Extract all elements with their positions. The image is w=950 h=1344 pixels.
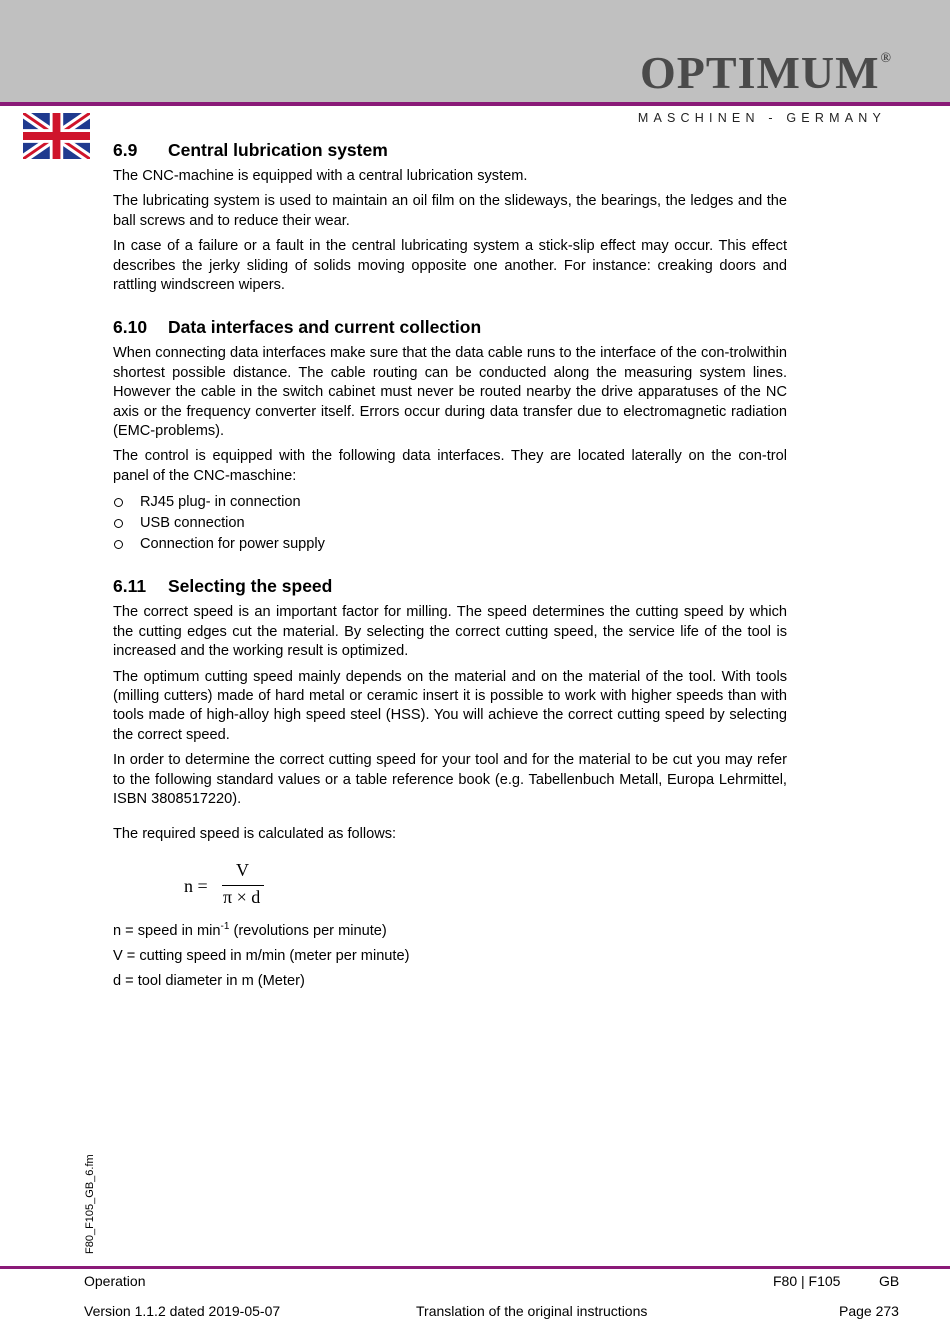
section-heading: 6.11 Selecting the speed (113, 576, 333, 597)
footer-language: GB (879, 1273, 900, 1289)
section-heading: 6.9 Central lubrication system (113, 140, 388, 160)
speed-formula: n = V π × d (113, 855, 787, 917)
paragraph: In order to determine the correct cutting speed for your tool and for the material to be cut you may refer to the following standard values or a table reference book (e.g. Tabellenbuch Metall, Europa Lehrmittel, ISBN 3808517220). (113, 752, 787, 807)
paragraph: The correct speed is an important factor for milling. The speed determines the cutting speed by which the cutting edges cut the material. By selecting the correct cutting speed, the service life of the tool is increased and the working result is optimized. (113, 604, 787, 660)
paragraph: In case of a failure or a fault in the central lubricating system a stick-slip effect may occur. This effect describes the jerky sliding of solids moving opposite one another. For instance: creaking doors and rattling windscreen wipers. (113, 238, 787, 294)
footer-version: Version 1.1.2 dated 2019-05-07 (84, 1303, 281, 1319)
brand-logo: OPTIMUM® (640, 47, 892, 98)
section-central-lubrication (113, 138, 787, 295)
fraction-bar (222, 885, 264, 886)
footer-model: F80 | F105 (773, 1273, 841, 1289)
bullet-icon (114, 519, 123, 528)
header-divider (0, 102, 950, 106)
list-item: Connection for power supply (113, 534, 787, 555)
list-item: USB connection (113, 513, 787, 534)
definition-n: n = speed in $\min^{-1}$ (revolutions per minute) (113, 920, 387, 939)
uk-flag-icon (23, 113, 90, 159)
footer-page-number: Page 273 (839, 1303, 899, 1319)
footer-translation-note: Translation of the original instructions (416, 1303, 648, 1319)
formula-definitions (113, 917, 787, 992)
definition-v: V = cutting speed in m/min (meter per minute) (113, 948, 410, 965)
definition-d: d = tool diameter in m (Meter) (113, 973, 305, 990)
bullet-icon (114, 540, 123, 549)
brand-subtitle: MASCHINEN - GERMANY (637, 111, 886, 125)
footer-divider (0, 1266, 950, 1269)
paragraph: The required speed is calculated as follows: (113, 826, 397, 843)
page-content (113, 138, 787, 998)
paragraph: The lubricating system is used to maintain an oil film on the slideways, the bearings, the ledges and the ball screws and to reduce their wear. (113, 193, 787, 229)
footer-chapter: Operation (84, 1273, 146, 1289)
paragraph: The CNC-machine is equipped with a central lubrication system. (113, 168, 528, 184)
section-selecting-speed (113, 574, 787, 992)
paragraph: The optimum cutting speed mainly depends on the material and on the material of the tool. With tools (milling cutters) made of hard metal or ceramic insert it is possible to work with higher speeds than with tools made of high-alloy high speed steel (HSS). You will achieve the correct cutting speed by selecting the correct speed. (113, 668, 787, 743)
paragraph: The control is equipped with the following data interfaces. They are located laterally on the con-trol panel of the CNC-maschine: (113, 448, 787, 484)
section-data-interfaces (113, 315, 787, 554)
section-heading: 6.10 Data interfaces and current collection (113, 317, 482, 338)
list-item: RJ45 plug- in connection (113, 492, 787, 513)
paragraph: When connecting data interfaces make sure that the data cable runs to the interface of the con-trolwithin shortest possible distance. The cable routing can be conducted along the measuring system lines. However the cable in the switch cabinet must never be routed nearby the drive apparatuses of the NC axis or the frequency converter itself. Errors occur during data transfer due to electromagnetic radiation (EMC-problems). (113, 345, 787, 440)
interface-list (113, 492, 787, 554)
bullet-icon (114, 498, 123, 507)
source-filename: F80_F105_GB_6.fm (84, 1154, 96, 1254)
